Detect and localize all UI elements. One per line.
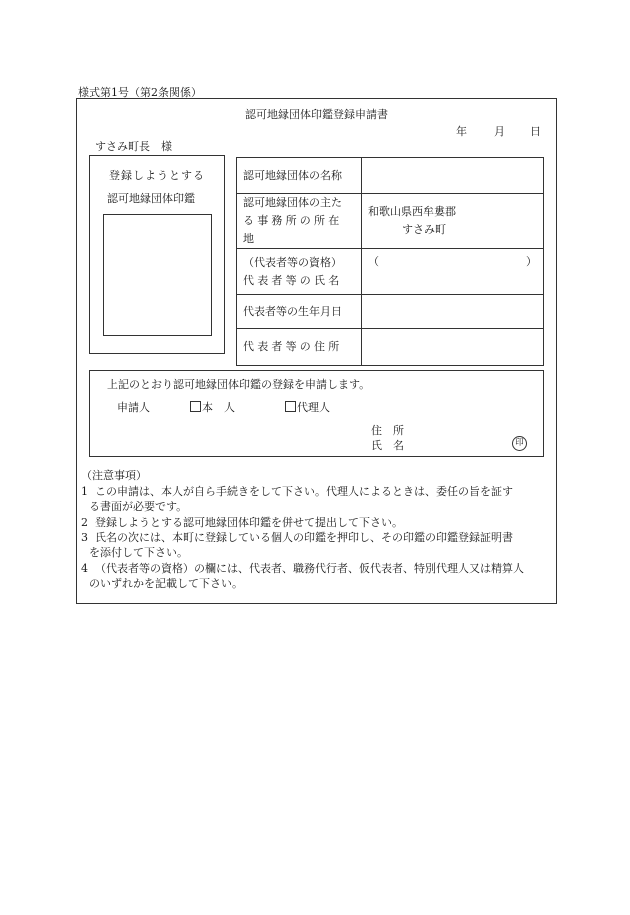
- office-location-value-line2: すさみ町: [402, 223, 446, 236]
- self-checkbox[interactable]: [190, 401, 201, 412]
- organization-info-table: [236, 157, 544, 366]
- representative-birthdate-label: 代表者等の生年月日: [237, 295, 362, 329]
- date-day-label: 日: [530, 125, 541, 138]
- qualification-paren-open: （: [368, 255, 379, 268]
- seal-stamp-mark-icon: 印: [512, 436, 527, 451]
- document-title: 認可地縁団体印鑑登録申請書: [245, 108, 388, 121]
- applicant-name-label: 氏 名: [371, 439, 404, 452]
- date-year-label: 年: [456, 125, 467, 138]
- qualification-paren-close: ）: [526, 255, 537, 268]
- option-proxy[interactable]: [285, 399, 330, 415]
- org-name-label: 認可地縁団体の名称: [237, 158, 362, 194]
- proxy-checkbox[interactable]: [285, 401, 296, 412]
- applicant-address-label: 住 所: [371, 424, 404, 437]
- form-number-label: 様式第1号（第2条関係）: [78, 86, 202, 99]
- addressee: すさみ町長 様: [95, 140, 172, 153]
- note-item: 3 氏名の次には、本町に登録している個人の印鑑を押印し、その印鑑の印鑑登録証明書 を添付して下さい。: [81, 531, 513, 559]
- seal-impression-area[interactable]: [103, 214, 212, 336]
- note-item: 2 登録しようとする認可地縁団体印鑑を併せて提出して下さい。: [81, 516, 403, 529]
- note-item: 1 この申請は、本人が自ら手続きをして下さい。代理人によるときは、委任の旨を証す る書面が必要です。: [81, 485, 513, 513]
- note-item: 4 （代表者等の資格）の欄には、代表者、職務代行者、仮代表者、特別代理人又は精算人 のいずれかを記載して下さい。: [81, 562, 524, 590]
- option-self[interactable]: [190, 399, 235, 415]
- applicant-label: 申請人: [117, 401, 150, 414]
- date-month-label: 月: [494, 125, 505, 138]
- office-location-value-line1: 和歌山県西牟婁郡: [368, 205, 456, 218]
- representative-address-label: 代表者等の住所: [237, 329, 362, 366]
- org-name-field[interactable]: [362, 158, 544, 194]
- application-statement: 上記のとおり認可地縁団体印鑑の登録を申請します。: [107, 378, 371, 391]
- seal-box-label-line1: 登録しようとする: [109, 169, 205, 182]
- representative-label: （代表者等の資格） 代表者等の氏名: [237, 249, 362, 295]
- office-location-field[interactable]: [362, 194, 544, 249]
- representative-field[interactable]: [362, 249, 544, 295]
- notes-title: （注意事項）: [81, 469, 147, 482]
- option-proxy-label: 代理人: [297, 401, 330, 414]
- seal-box-label-line2: 認可地縁団体印鑑: [107, 192, 195, 205]
- office-location-label: 認可地縁団体の主た る事務所の所在地: [237, 194, 362, 249]
- representative-address-field[interactable]: [362, 329, 544, 366]
- representative-birthdate-field[interactable]: [362, 295, 544, 329]
- option-self-label: 本 人: [202, 401, 235, 414]
